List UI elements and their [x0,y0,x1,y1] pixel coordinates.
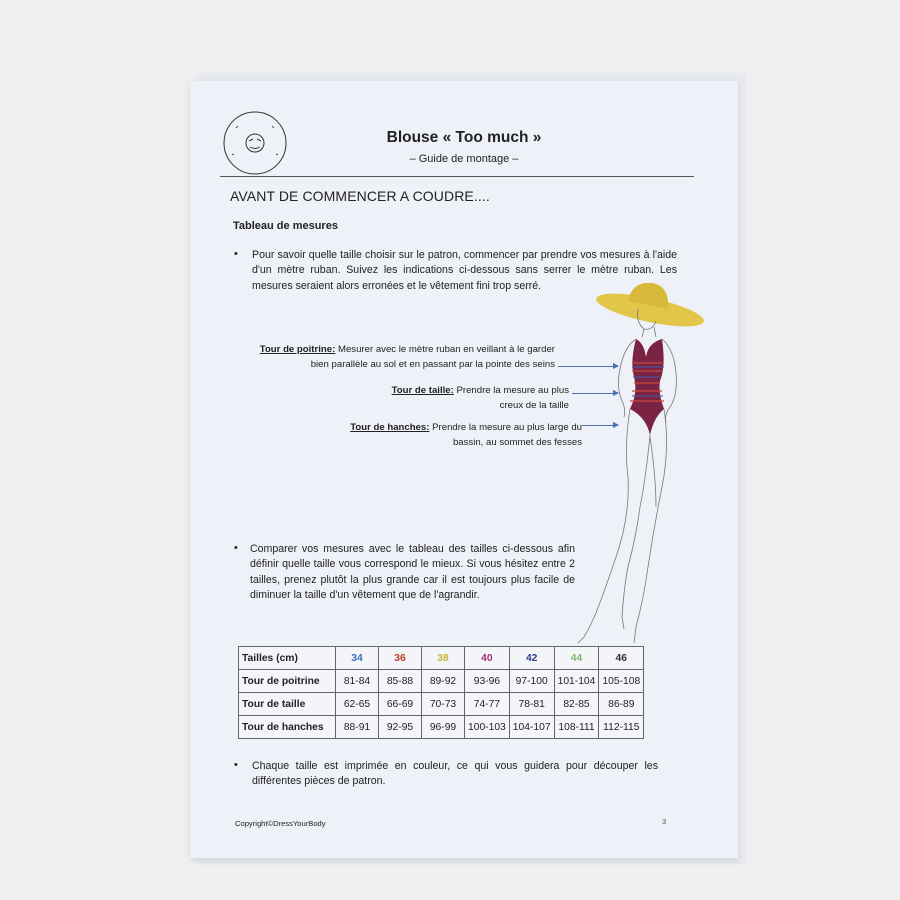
page-subtitle: – Guide de montage – [409,153,519,165]
intro-paragraph: Pour savoir quelle taille choisir sur le patron, commencer par prendre vos mesures à l'aide d'un mètre ruban. Suivez les indications ci-dessous sans serrer le mètre ruban. Les mesures seraient alors erronées et le vêtement fini trop serré. [252,249,677,292]
size-table-header-row [239,647,644,670]
measure-hips-title: Tour de hanches: [350,422,430,433]
table-cell: 78-81 [509,693,554,716]
measure-waist-title: Tour de taille: [391,385,454,396]
table-cell: 88-91 [336,716,379,739]
table-cell: 82-85 [554,693,599,716]
size-34: 34 [336,647,379,670]
table-cell: 86-89 [599,693,644,716]
size-table [238,646,644,739]
table-cell: 74-77 [465,693,510,716]
copyright: Copyright©DressYourBody [235,819,326,828]
size-42: 42 [509,647,554,670]
row-label: Tour de taille [239,693,336,716]
page-number: 3 [662,817,667,826]
table-cell: 89-92 [422,670,465,693]
table-row [239,716,644,739]
size-40: 40 [465,647,510,670]
table-cell: 92-95 [379,716,422,739]
measure-bust-text: Mesurer avec le mètre ruban en veillant à le garder bien parallèle au sol et en passant par la pointe des seins [310,344,555,370]
table-cell: 112-115 [599,716,644,739]
size-44: 44 [554,647,599,670]
measure-bust-label [250,343,555,372]
size-38: 38 [422,647,465,670]
measure-bust-title: Tour de poitrine: [259,344,336,355]
size-table-header-label: Tailles (cm) [239,647,336,670]
document-page [190,81,738,858]
measure-waist-text: Prendre la mesure au plus creux de la taille [453,385,569,411]
fashion-figure-illustration [566,277,736,653]
table-row [239,693,644,716]
measure-hips-text: Prendre la mesure au plus large du bassin, au sommet des fesses [429,422,582,448]
header-divider [220,176,694,177]
size-36: 36 [379,647,422,670]
table-cell: 96-99 [422,716,465,739]
bullet-icon: • [234,542,238,554]
row-label: Tour de poitrine [239,670,336,693]
bullet-icon: • [234,759,238,771]
table-cell: 62-65 [336,693,379,716]
table-cell: 85-88 [379,670,422,693]
measure-hips-label [340,421,582,450]
table-cell: 108-111 [554,716,599,739]
compare-paragraph: Comparer vos mesures avec le tableau des tailles ci-dessous afin définir quelle taille vous correspond le mieux. Si vous hésitez entre 2 tailles, prenez plutôt la plus grande car il est toujours plus facile de diminuer la taille d'un vêtement que de l'agrandir. [250,543,575,602]
table-cell: 100-103 [465,716,510,739]
size-46: 46 [599,647,644,670]
bullet-icon: • [234,248,238,260]
table-cell: 104-107 [509,716,554,739]
measure-waist-label [390,384,569,413]
table-cell: 70-73 [422,693,465,716]
table-cell: 66-69 [379,693,422,716]
table-cell: 81-84 [336,670,379,693]
colors-note-paragraph: Chaque taille est imprimée en couleur, ce qui vous guidera pour découper les différentes pièces de patron. [252,760,658,788]
page-title: Blouse « Too much » [386,129,542,146]
table-cell: 97-100 [509,670,554,693]
subheading: Tableau de mesures [233,220,338,232]
row-label: Tour de hanches [239,716,336,739]
table-cell: 93-96 [465,670,510,693]
table-row [239,670,644,693]
section-title: AVANT DE COMMENCER A COUDRE.... [230,188,490,204]
table-cell: 101-104 [554,670,599,693]
table-cell: 105-108 [599,670,644,693]
